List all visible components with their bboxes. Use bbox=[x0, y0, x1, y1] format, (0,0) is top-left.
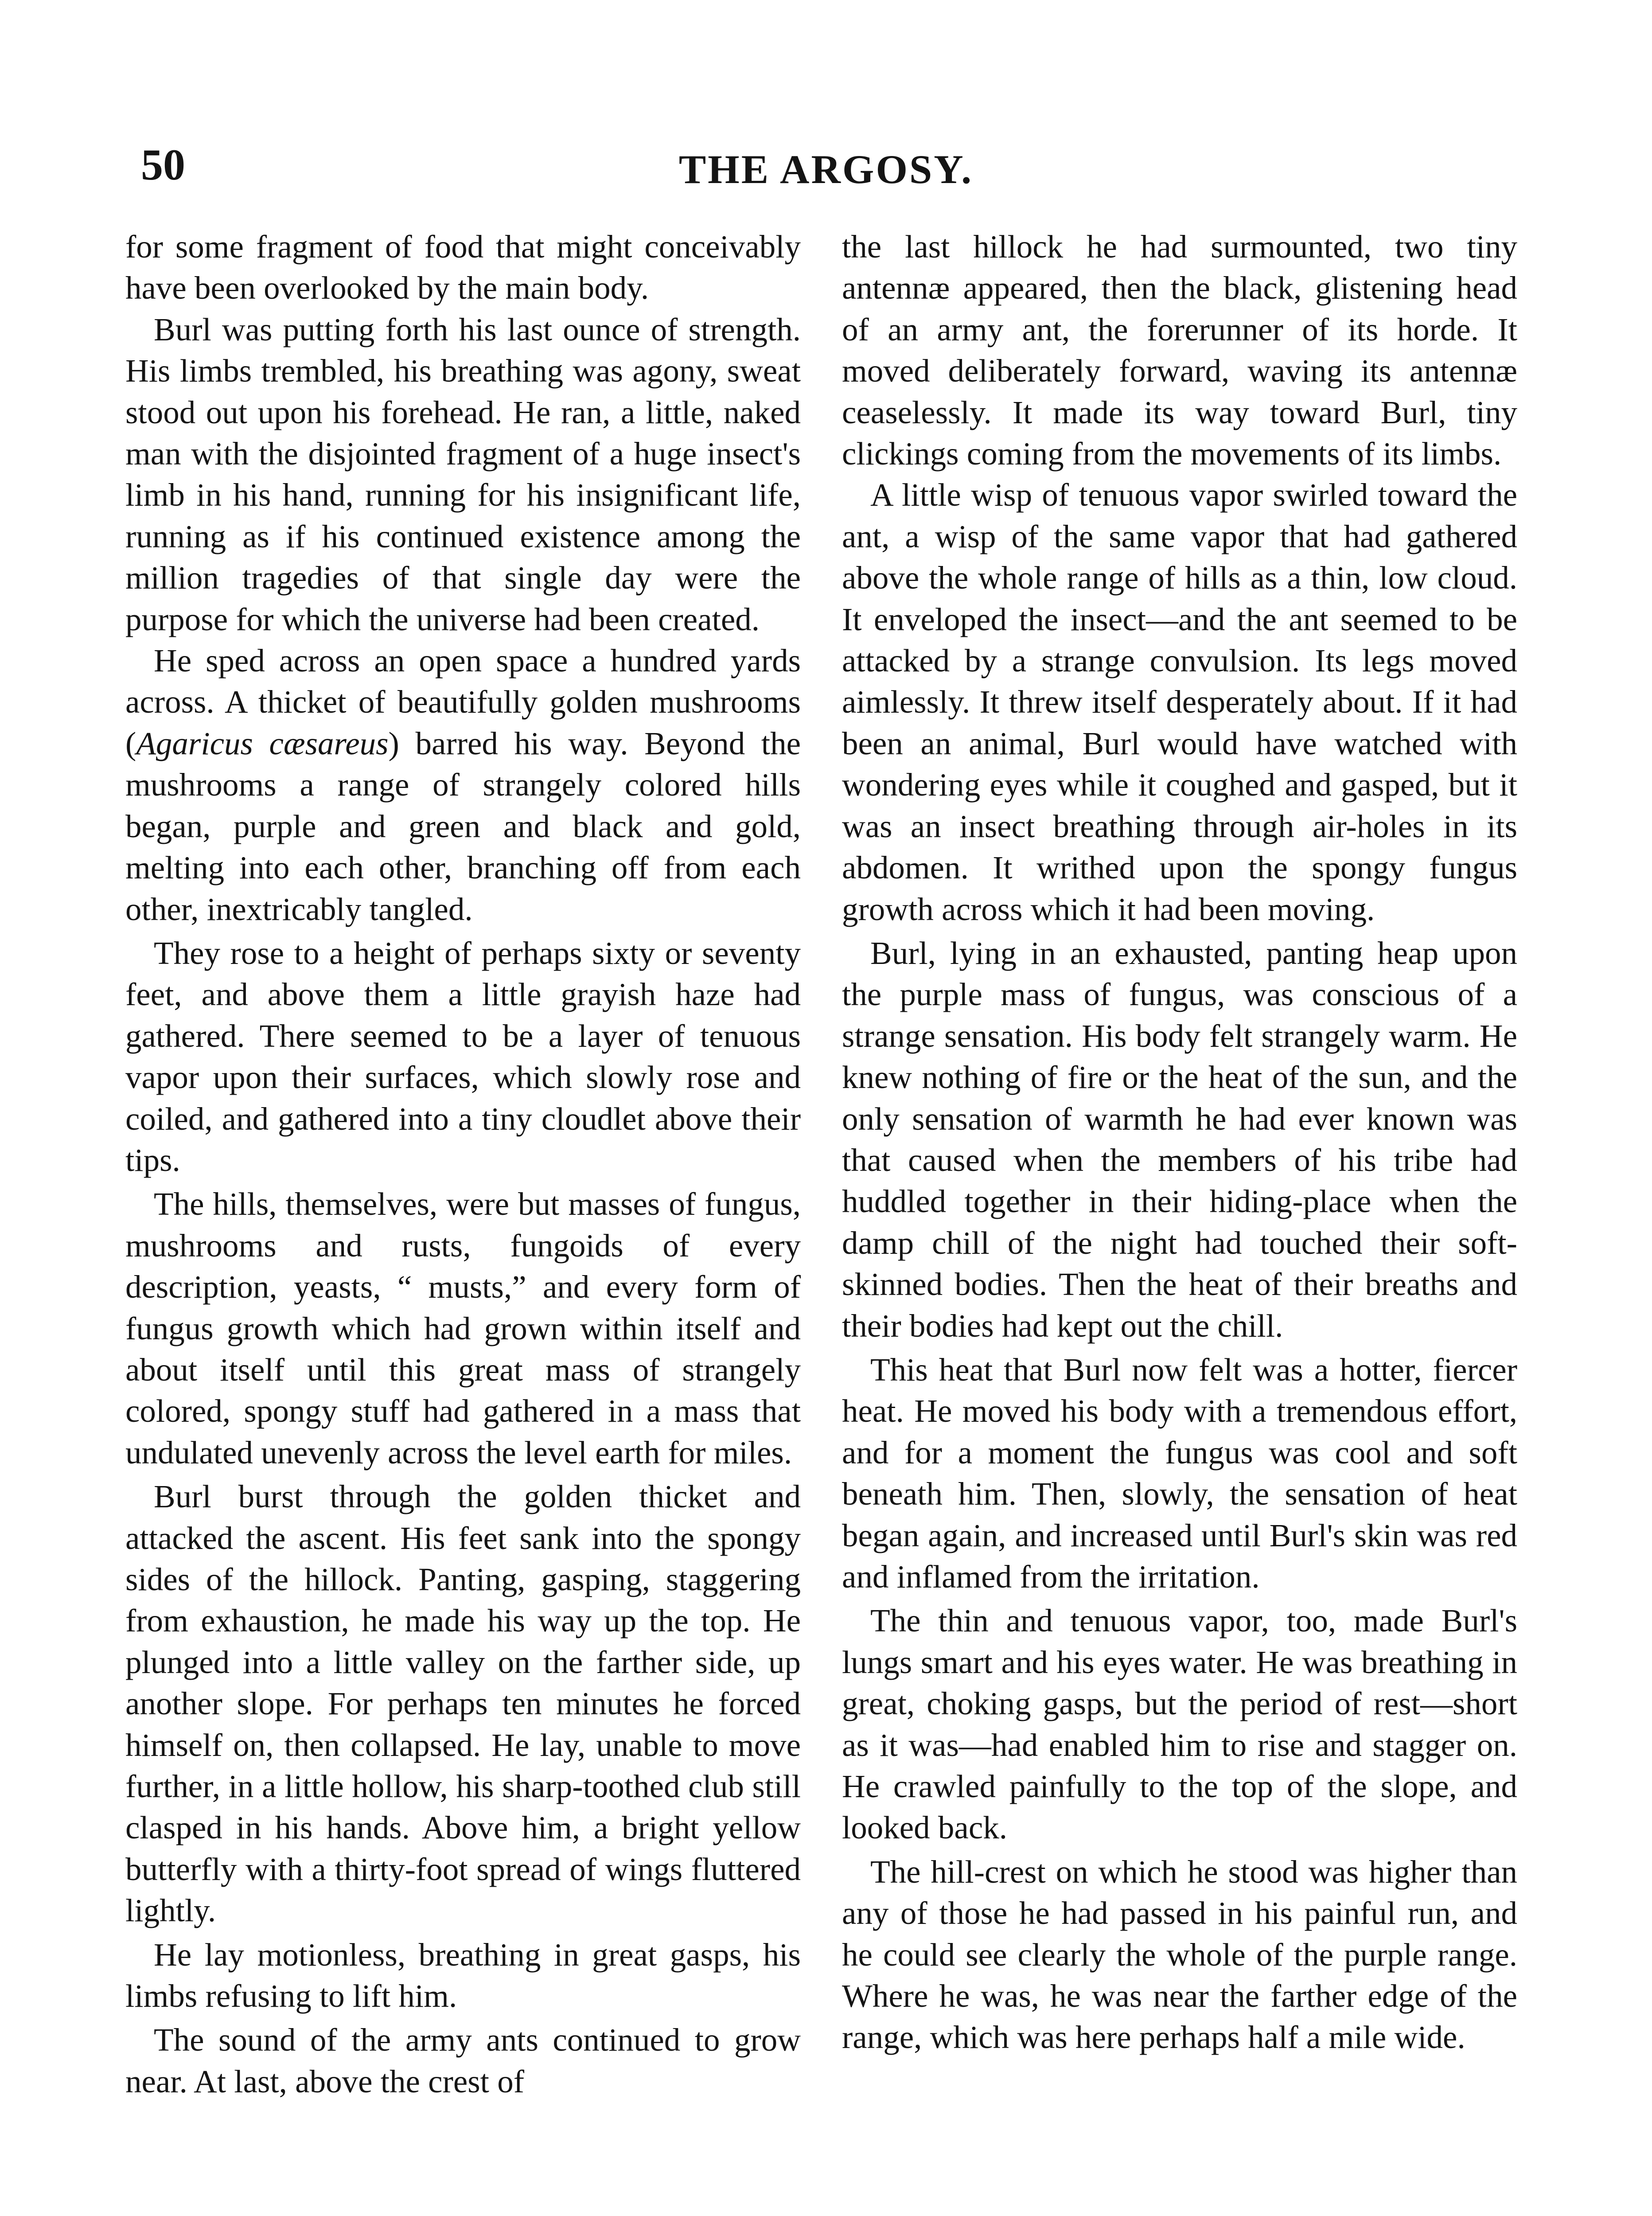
paragraph: The sound of the army ants continued to grow near. At last, above the crest of bbox=[125, 2022, 801, 2099]
paragraph: the last hillock he had surmounted, two tiny antennæ appeared, then the black, glistening head of an army ant, the forerunner of its horde. It moved deliberately forward, waving its antennæ ceaselessly. It made its way toward Burl, tiny clickings coming from the movements of its limbs. bbox=[842, 229, 1517, 472]
paragraph: for some fragment of food that might conceivably have been overlooked by the main body. bbox=[125, 229, 801, 306]
running-head: THE ARGOSY. bbox=[678, 147, 974, 192]
left-column bbox=[125, 226, 801, 2102]
paragraph: Burl, lying in an exhausted, panting heap upon the purple mass of fungus, was conscious of a strange sensation. His body felt strangely warm. He knew nothing of fire or the heat of the sun, and the only sensation of warmth he had ever known was that caused when the members of his tribe had huddled together in their hiding-place when the damp chill of the night had touched their soft-skinned bodies. Then the heat of their breaths and their bodies had kept out the chill. bbox=[842, 935, 1517, 1344]
paragraph: A little wisp of tenuous vapor swirled toward the ant, a wisp of the same vapor that had gathered above the whole range of hills as a thin, low cloud. It enveloped the insect—and the ant seemed to be attacked by a strange convulsion. Its legs moved aimlessly. It threw itself desperately about. If it had been an animal, Burl would have watched with wondering eyes while it coughed and gasped, but it was an insect breathing through air-holes in its abdomen. It writhed upon the spongy fungus growth across which it had been moving. bbox=[842, 477, 1517, 927]
paragraph: The thin and tenuous vapor, too, made Burl's lungs smart and his eyes water. He was breathing in great, choking gasps, but the period of rest—short as it was—had enabled him to rise and stagger on. He crawled painfully to the top of the slope, and looked back. bbox=[842, 1603, 1517, 1846]
right-column bbox=[842, 226, 1517, 2058]
paragraph: They rose to a height of perhaps sixty or seventy feet, and above them a little grayish haze had gathered. There seemed to be a layer of tenuous vapor upon their surfaces, which slowly rose and coiled, and gathered into a tiny cloudlet above their tips. bbox=[125, 935, 801, 1178]
page-number: 50 bbox=[141, 140, 185, 189]
paragraph: The hills, themselves, were but masses of fungus, mushrooms and rusts, fungoids of every description, yeasts, “ musts,” and every form of fungus growth which had grown within itself and about itself until this great mass of strangely colored, spongy stuff had gathered in a mass that undulated unevenly across the level earth for miles. bbox=[125, 1186, 801, 1471]
paragraph: This heat that Burl now felt was a hotter, fiercer heat. He moved his body with a tremendous effort, and for a moment the fungus was cool and soft beneath him. Then, slowly, the sensation of heat began again, and increased until Burl's skin was red and inflamed from the irritation. bbox=[842, 1351, 1517, 1595]
paragraph bbox=[125, 640, 801, 930]
paragraph-text: ) barred his way. Beyond the mushrooms a range of strangely colored hills began, purple and green and black and gold, melting into each other, branching off from each other, inextricably tangled. bbox=[125, 725, 801, 927]
paragraph: He lay motionless, breathing in great gasps, his limbs refusing to lift him. bbox=[125, 1936, 801, 2014]
italic-species-name: Agaricus cæsareus bbox=[136, 725, 389, 761]
paragraph: Burl was putting forth his last ounce of strength. His limbs trembled, his breathing was agony, sweat stood out upon his forehead. He ran, a little, naked man with the disjointed fragment of a huge insect's limb in his hand, running for his insignificant life, running as if his continued existence among the million tragedies of that single day were the purpose for which the universe had been created. bbox=[125, 311, 801, 637]
paragraph: The hill-crest on which he stood was higher than any of those he had passed in his painful run, and he could see clearly the whole of the purple range. Where he was, he was near the farther edge of the range, which was here perhaps half a mile wide. bbox=[842, 1853, 1517, 2056]
paragraph: Burl burst through the golden thicket and attacked the ascent. His feet sank into the spongy sides of the hillock. Panting, gasping, staggering from exhaustion, he made his way up the top. He plunged into a little valley on the farther side, up another slope. For perhaps ten minutes he forced himself on, then collapsed. He lay, unable to move further, in a little hollow, his sharp-toothed club still clasped in his hands. Above him, a bright yellow butterfly with a thirty-foot spread of wings fluttered lightly. bbox=[125, 1479, 801, 1929]
paragraph-text: He sped across an open space a hundred yards across. A thicket of beautifully golden mushrooms ( bbox=[125, 643, 801, 761]
